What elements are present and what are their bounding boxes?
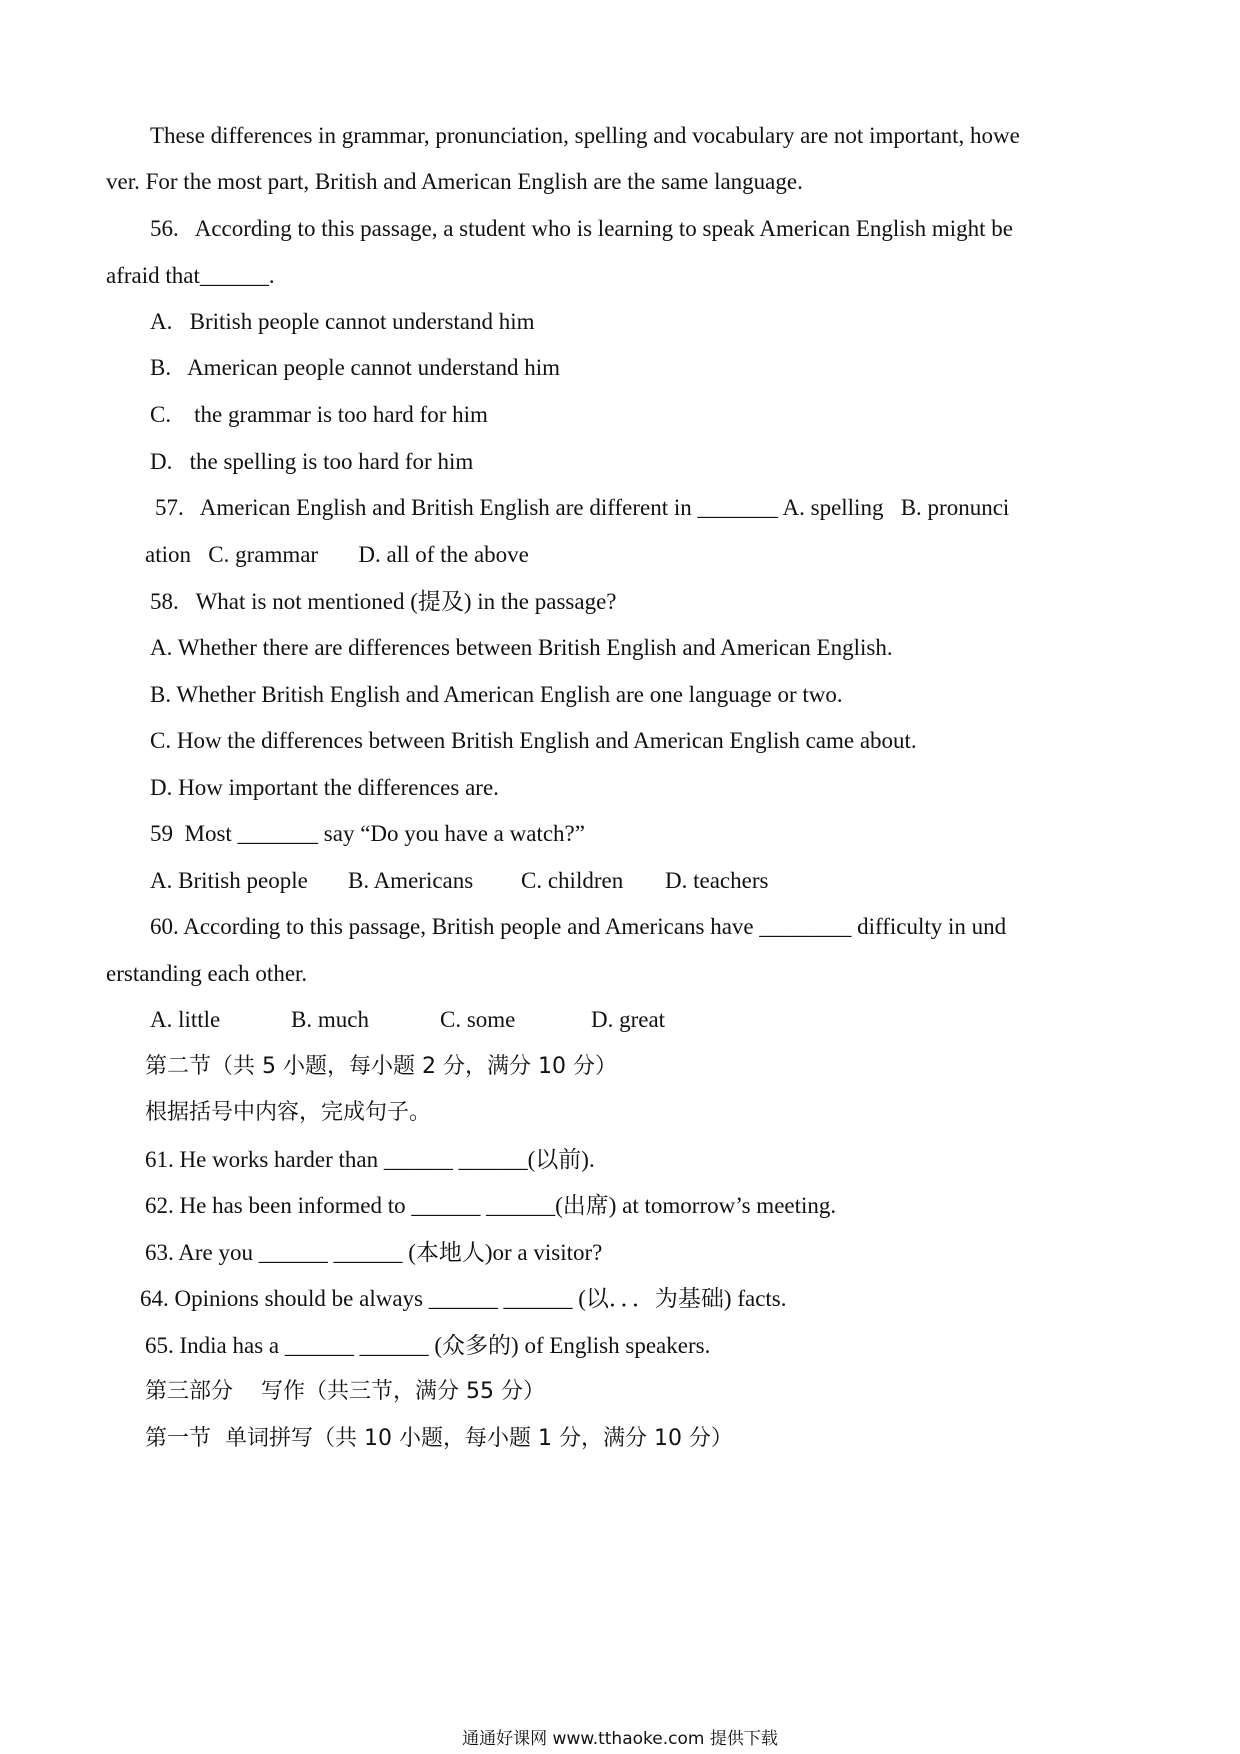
question-58-option-d: D. How important the differences are. <box>150 775 499 800</box>
question-60-stem-cont: erstanding each other. <box>106 961 308 986</box>
question-56-option-a: A. British people cannot understand him <box>150 309 535 334</box>
question-56-option-d: D. the spelling is too hard for him <box>150 449 474 474</box>
question-64: 64. Opinions should be always ______ ______ (以．．．为基础) facts. <box>140 1286 787 1311</box>
question-60-stem: 60. According to this passage, British people and Americans have ________ difficulty in und <box>150 914 1007 939</box>
question-60-option-d: D. great <box>591 1007 666 1032</box>
passage-line-1: These differences in grammar, pronunciation, spelling and vocabulary are not important, howe <box>150 123 1020 148</box>
question-60-option-c: C. some <box>440 1007 516 1032</box>
section-2-instruction: 根据括号中内容，完成句子。 <box>145 1100 432 1125</box>
question-62: 62. He has been informed to ______ ______(出席) at tomorrow’s meeting. <box>145 1193 837 1218</box>
question-59-option-c: C. children <box>521 868 624 893</box>
passage-line-2: ver. For the most part, British and American English are the same language. <box>106 169 803 194</box>
question-65: 65. India has a ______ ______ (众多的) of English speakers. <box>145 1333 711 1358</box>
question-56-option-c: C. the grammar is too hard for him <box>150 402 488 427</box>
question-63: 63. Are you ______ ______ (本地人)or a visitor? <box>145 1240 603 1265</box>
question-59-option-b: B. Americans <box>348 868 474 893</box>
question-61: 61. He works harder than ______ ______(以前). <box>145 1147 595 1172</box>
question-59-stem: 59 Most _______ say “Do you have a watch?” <box>150 821 585 846</box>
question-56-stem-cont: afraid that______. <box>106 263 275 288</box>
question-58-option-a: A. Whether there are differences between British English and American English. <box>150 635 893 660</box>
section-2-heading: 第二节（共 5 小题，每小题 2 分，满分 10 分） <box>145 1054 617 1079</box>
question-60-option-a: A. little <box>150 1007 221 1032</box>
page-footer: 通通好课网 www.tthaoke.com 提供下载 <box>462 1729 778 1749</box>
question-57-stem-cont: ation C. grammar D. all of the above <box>145 542 529 567</box>
question-59-option-d: D. teachers <box>665 868 769 893</box>
question-56-option-b: B. American people cannot understand him <box>150 355 561 380</box>
part-3-heading: 第三部分 写作（共三节，满分 55 分） <box>145 1379 545 1404</box>
question-60-option-b: B. much <box>291 1007 369 1032</box>
question-58-option-c: C. How the differences between British English and American English came about. <box>150 728 917 753</box>
question-56-stem: 56. According to this passage, a student who is learning to speak American English might be <box>150 216 1013 241</box>
question-58-stem: 58. What is not mentioned (提及) in the passage? <box>150 589 617 614</box>
question-58-option-b: B. Whether British English and American English are one language or two. <box>150 682 843 707</box>
part-3-section-1-heading: 第一节 单词拼写（共 10 小题，每小题 1 分，满分 10 分） <box>145 1426 733 1451</box>
question-59-option-a: A. British people <box>150 868 308 893</box>
question-57-stem: 57. American English and British English are different in _______ A. spelling B. pronunci <box>155 495 1010 520</box>
